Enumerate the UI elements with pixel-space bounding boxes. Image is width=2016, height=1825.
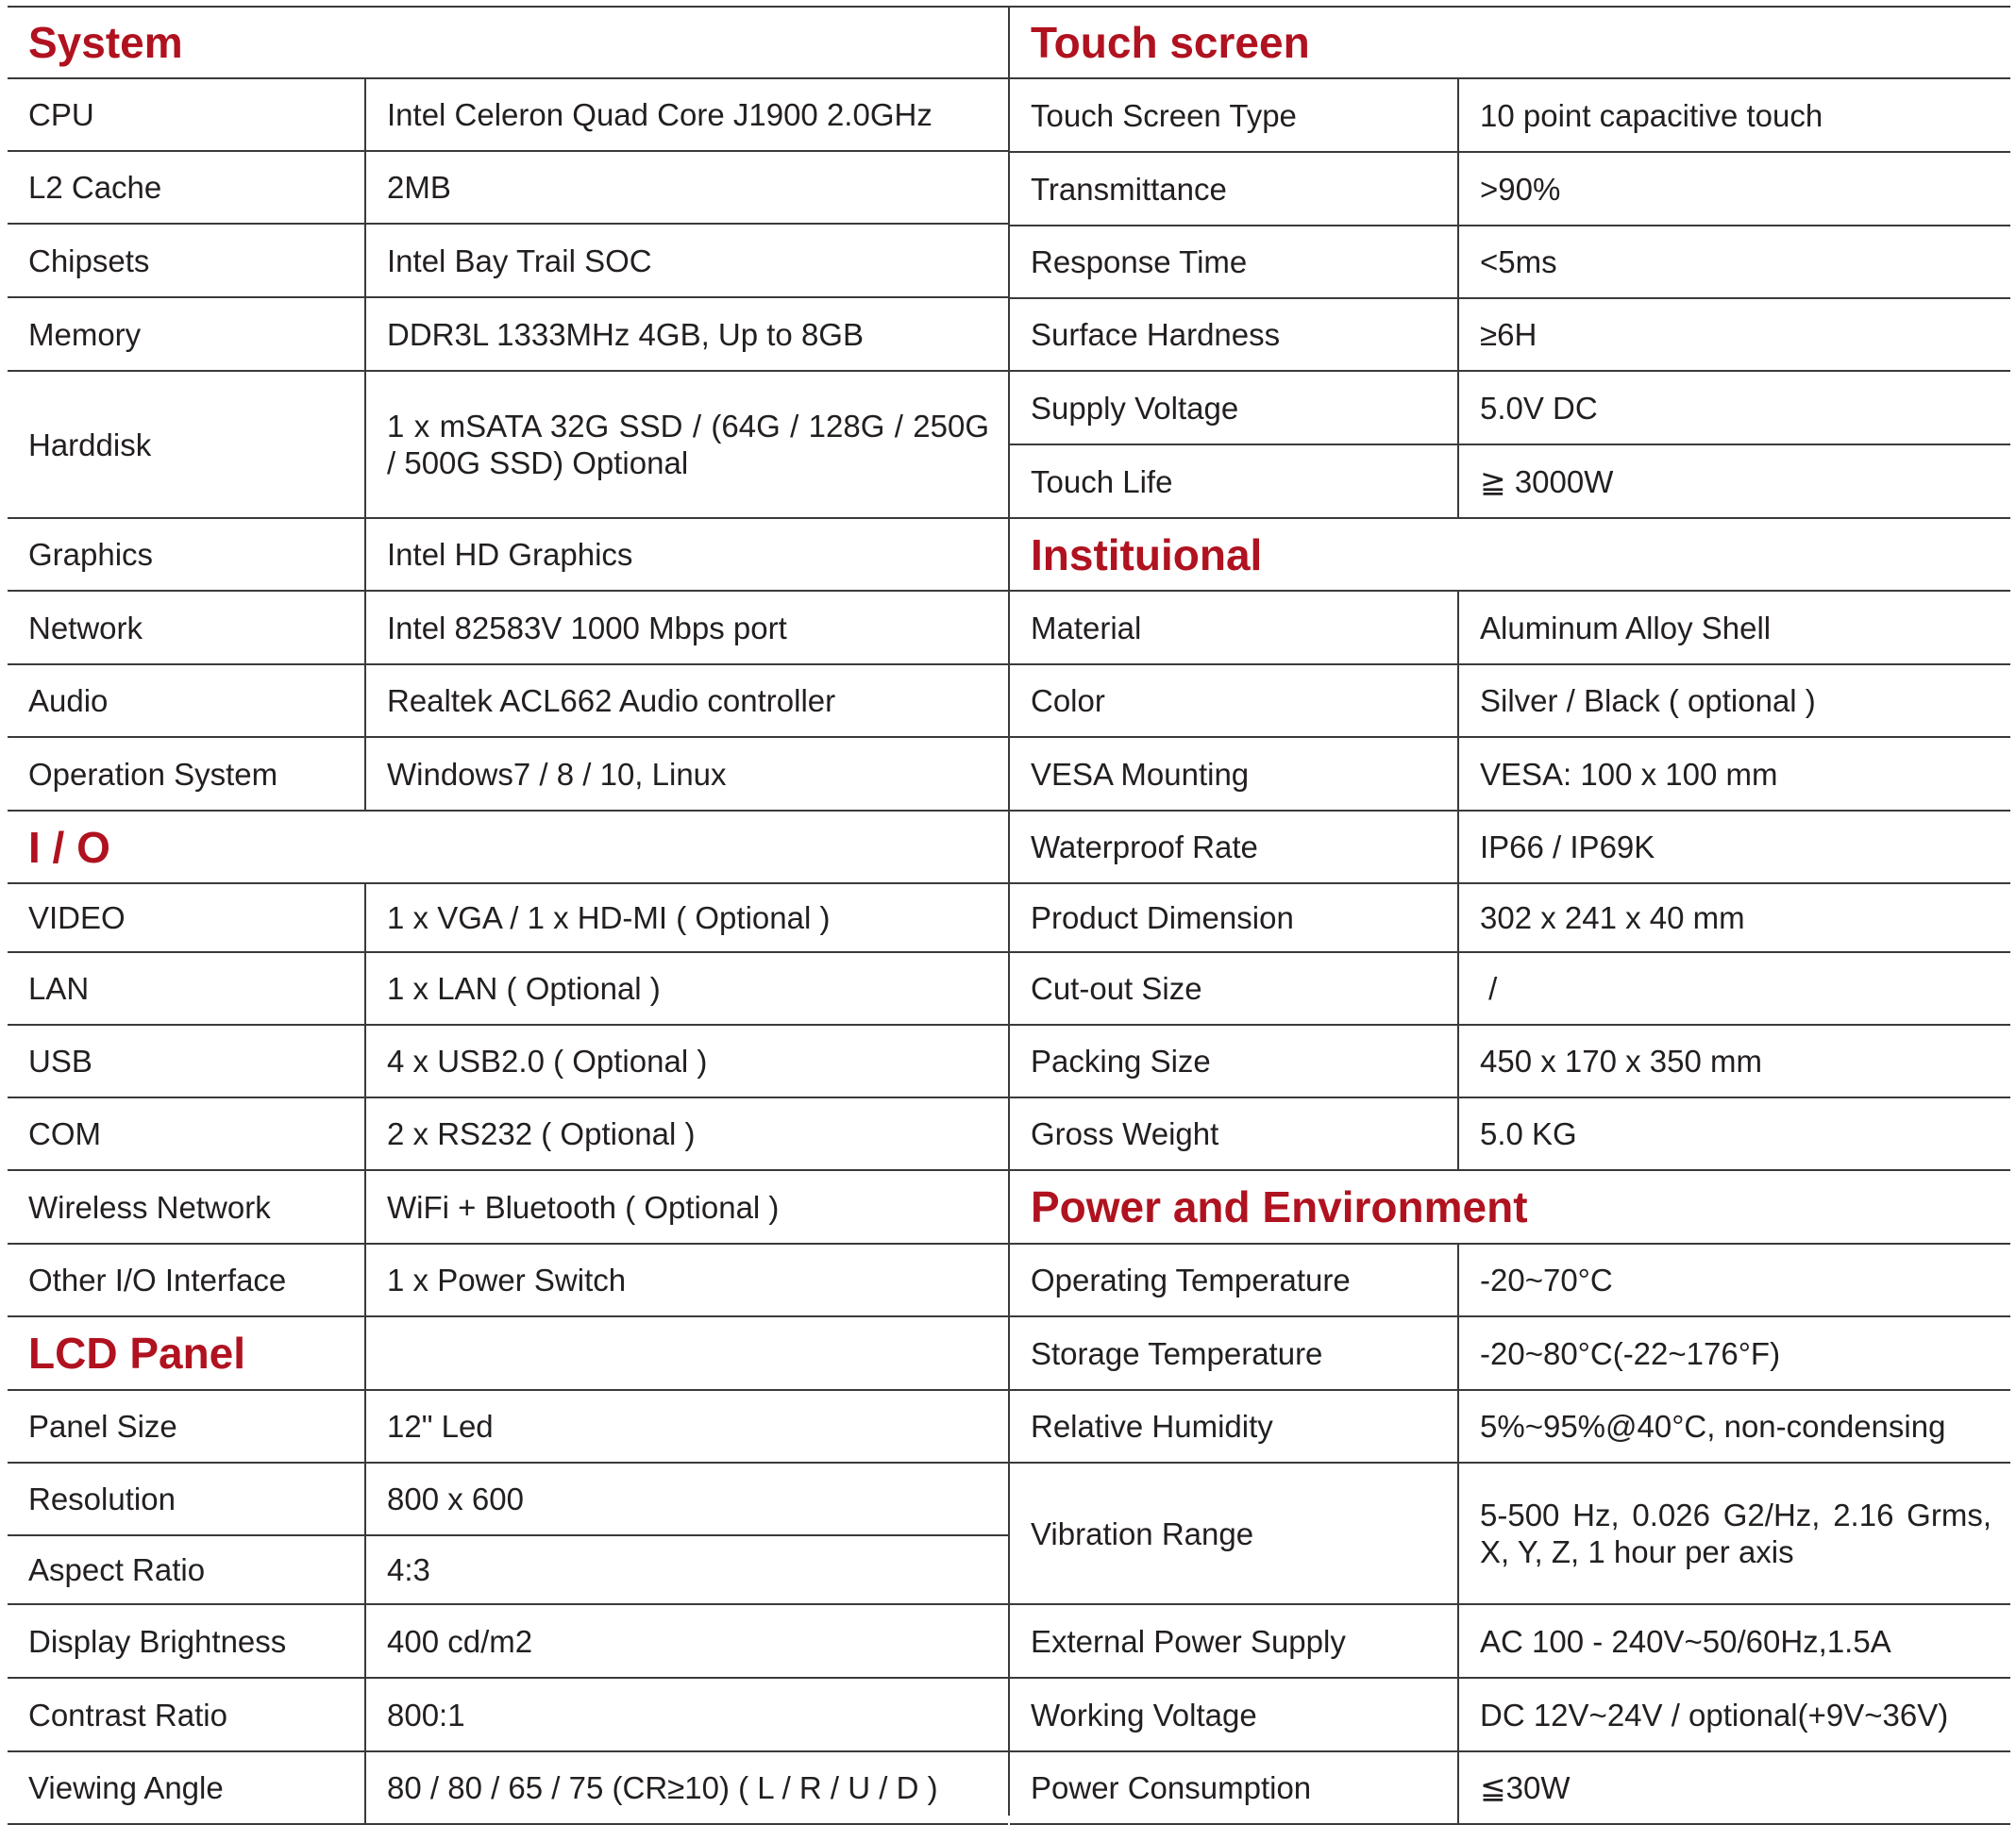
spec-label: Storage Temperature [1031, 1335, 1323, 1371]
spec-label: Gross Weight [1031, 1116, 1219, 1151]
spec-row-material [1010, 592, 2010, 665]
spec-value: 2 x RS232 ( Optional ) [364, 1098, 1008, 1169]
spec-row-vibration-range [1010, 1464, 2010, 1605]
spec-row-power-consumption [1010, 1752, 2010, 1825]
spec-value: 10 point capacitive touch [1457, 79, 2010, 151]
spec-row-touch-life [1010, 445, 2010, 519]
section-heading-power: Power and Environment [1031, 1182, 1528, 1231]
spec-label: COM [28, 1116, 101, 1151]
spec-label: Color [1031, 683, 1105, 718]
spec-value: Intel 82583V 1000 Mbps port [364, 592, 1008, 663]
spec-value: 12" Led [364, 1391, 1008, 1462]
spec-row-graphics [8, 519, 1008, 592]
spec-row-network [8, 592, 1008, 665]
spec-label: Network [28, 610, 143, 645]
spec-value: <5ms [1457, 226, 2010, 297]
section-heading-system: System [28, 18, 183, 67]
spec-value: ≥6H [1457, 299, 2010, 370]
spec-value: IP66 / IP69K [1457, 812, 2010, 882]
spec-row-cut-out-size [1010, 953, 2010, 1026]
spec-value: Intel Bay Trail SOC [364, 225, 1008, 296]
spec-label: CPU [28, 97, 94, 132]
spec-value: 1 x VGA / 1 x HD-MI ( Optional ) [364, 884, 1008, 951]
spec-row-cpu [8, 79, 1008, 152]
spec-value: 800 x 600 [364, 1464, 1008, 1534]
spec-value: 450 x 170 x 350 mm [1457, 1026, 2010, 1097]
io-heading-row [8, 812, 1008, 884]
spec-label: Touch Screen Type [1031, 97, 1297, 133]
institutional-heading-row [1010, 519, 2010, 592]
spec-label: Transmittance [1031, 171, 1227, 207]
spec-label: Touch Life [1031, 463, 1173, 499]
spec-value: >90% [1457, 153, 2010, 225]
spec-row-surface-hardness [1010, 299, 2010, 372]
spec-label: Material [1031, 610, 1142, 645]
spec-label: Viewing Angle [28, 1770, 224, 1805]
spec-row-working-voltage [1010, 1679, 2010, 1752]
spec-value: DC 12V~24V / optional(+9V~36V) [1457, 1679, 2010, 1750]
spec-value: 302 x 241 x 40 mm [1457, 884, 2010, 951]
spec-label: L2 Cache [28, 170, 162, 205]
spec-row-chipsets [8, 225, 1008, 298]
spec-label: Wireless Network [28, 1189, 271, 1225]
spec-value: ≦30W [1457, 1752, 2010, 1823]
spec-value: 800:1 [364, 1679, 1008, 1750]
spec-row-external-power-supply [1010, 1605, 2010, 1679]
spec-row-resolution [8, 1464, 1008, 1536]
spec-row-supply-voltage [1010, 372, 2010, 445]
spec-row-product-dimension [1010, 884, 2010, 953]
spec-label: Operation System [28, 756, 278, 792]
spec-value: Intel HD Graphics [364, 519, 1008, 590]
spec-label: Packing Size [1031, 1044, 1211, 1079]
spec-label: Cut-out Size [1031, 971, 1202, 1006]
spec-row-audio [8, 665, 1008, 738]
spec-row-aspect-ratio [8, 1536, 1008, 1605]
spec-value: AC 100 - 240V~50/60Hz,1.5A [1457, 1605, 2010, 1677]
spec-label: Operating Temperature [1031, 1263, 1351, 1298]
section-heading-touch: Touch screen [1031, 18, 1310, 67]
spec-value: Aluminum Alloy Shell [1457, 592, 2010, 663]
spec-label: VESA Mounting [1031, 756, 1250, 792]
spec-row-color [1010, 665, 2010, 738]
spec-value: -20~70°C [1457, 1245, 2010, 1315]
section-heading-institutional: Instituional [1031, 529, 1263, 579]
spec-label: Working Voltage [1031, 1697, 1257, 1733]
lcd-heading-row [8, 1317, 1008, 1391]
spec-value: Windows7 / 8 / 10, Linux [364, 738, 1008, 810]
spec-label: LAN [28, 971, 90, 1006]
spec-label: Relative Humidity [1031, 1409, 1273, 1444]
spec-value: 4 x USB2.0 ( Optional ) [364, 1026, 1008, 1097]
spec-row-contrast-ratio [8, 1679, 1008, 1752]
spec-label: Audio [28, 683, 109, 718]
spec-value-text: 5-500 Hz, 0.026 G2/Hz, 2.16 Grms, X, Y, Z, 1 hour per axis [1480, 1498, 1991, 1569]
spec-row-touch-type [1010, 79, 2010, 153]
spec-value: -20~80°C(-22~176°F) [1457, 1317, 2010, 1389]
power-heading-row [1010, 1171, 2010, 1245]
spec-value: 5%~95%@40°C, non-condensing [1457, 1391, 2010, 1462]
spec-row-waterproof-rate [1010, 812, 2010, 884]
spec-sheet [8, 6, 2008, 1819]
section-heading-lcd: LCD Panel [28, 1329, 246, 1378]
spec-value: 80 / 80 / 65 / 75 (CR≥10) ( L / R / U / D ) [364, 1752, 1008, 1823]
spec-row-l2-cache [8, 152, 1008, 225]
spec-label: External Power Supply [1031, 1623, 1346, 1659]
spec-value: 1 x Power Switch [364, 1245, 1008, 1315]
right-column [1008, 6, 2010, 1816]
spec-row-display-brightness [8, 1605, 1008, 1679]
spec-label: Aspect Ratio [28, 1552, 206, 1587]
spec-row-harddisk [8, 372, 1008, 519]
spec-value: Intel Celeron Quad Core J1900 2.0GHz [364, 79, 1008, 150]
spec-value: 1 x LAN ( Optional ) [364, 953, 1008, 1024]
spec-row-operation-system [8, 738, 1008, 812]
spec-value: ≧ 3000W [1457, 445, 2010, 517]
spec-label: Supply Voltage [1031, 390, 1239, 426]
spec-row-vesa-mounting [1010, 738, 2010, 812]
spec-value [364, 372, 1008, 517]
spec-value: WiFi + Bluetooth ( Optional ) [364, 1171, 1008, 1243]
spec-value: Silver / Black ( optional ) [1457, 665, 2010, 736]
spec-row-viewing-angle [8, 1752, 1008, 1825]
spec-row-usb [8, 1026, 1008, 1098]
spec-label: Contrast Ratio [28, 1697, 227, 1733]
spec-value: 400 cd/m2 [364, 1605, 1008, 1677]
spec-label: Memory [28, 316, 142, 352]
spec-label: Surface Hardness [1031, 317, 1281, 352]
spec-label: Chipsets [28, 243, 150, 278]
spec-label: Power Consumption [1031, 1770, 1312, 1805]
spec-label: Waterproof Rate [1031, 829, 1258, 864]
spec-row-operating-temperature [1010, 1245, 2010, 1317]
spec-value: 5.0V DC [1457, 372, 2010, 444]
spec-row-video [8, 884, 1008, 953]
spec-label: Panel Size [28, 1409, 177, 1444]
section-heading-io: I / O [28, 822, 110, 872]
spec-row-response-time [1010, 226, 2010, 299]
spec-value: 4:3 [364, 1536, 1008, 1603]
spec-label: Display Brightness [28, 1623, 287, 1659]
spec-value [1457, 1464, 2010, 1603]
spec-row-other-io [8, 1245, 1008, 1317]
spec-label: Vibration Range [1031, 1515, 1254, 1551]
spec-row-storage-temperature [1010, 1317, 2010, 1391]
spec-label: Resolution [28, 1482, 176, 1516]
spec-label: Other I/O Interface [28, 1263, 287, 1298]
spec-value: VESA: 100 x 100 mm [1457, 738, 2010, 810]
spec-row-panel-size [8, 1391, 1008, 1464]
spec-label: VIDEO [28, 900, 126, 935]
spec-label: Harddisk [28, 427, 152, 462]
spec-label: Response Time [1031, 244, 1248, 279]
spec-label: Graphics [28, 537, 154, 572]
spec-label: Product Dimension [1031, 900, 1294, 935]
spec-row-com [8, 1098, 1008, 1171]
spec-row-wireless-network [8, 1171, 1008, 1245]
spec-label: USB [28, 1044, 92, 1079]
spec-row-transmittance [1010, 153, 2010, 226]
spec-row-gross-weight [1010, 1098, 2010, 1171]
system-heading-row [8, 6, 1008, 79]
spec-value: / [1457, 953, 2010, 1024]
empty-cell [364, 1317, 1008, 1389]
spec-value: 5.0 KG [1457, 1098, 2010, 1169]
spec-row-packing-size [1010, 1026, 2010, 1098]
spec-row-relative-humidity [1010, 1391, 2010, 1464]
left-column [8, 6, 1008, 1816]
spec-value-text: 1 x mSATA 32G SSD / (64G / 128G / 250G / 500G SSD) Optional [387, 409, 989, 480]
touch-heading-row [1010, 6, 2010, 79]
spec-value: DDR3L 1333MHz 4GB, Up to 8GB [364, 298, 1008, 370]
spec-value: 2MB [364, 152, 1008, 223]
spec-row-memory [8, 298, 1008, 372]
spec-row-lan [8, 953, 1008, 1026]
spec-value: Realtek ACL662 Audio controller [364, 665, 1008, 736]
